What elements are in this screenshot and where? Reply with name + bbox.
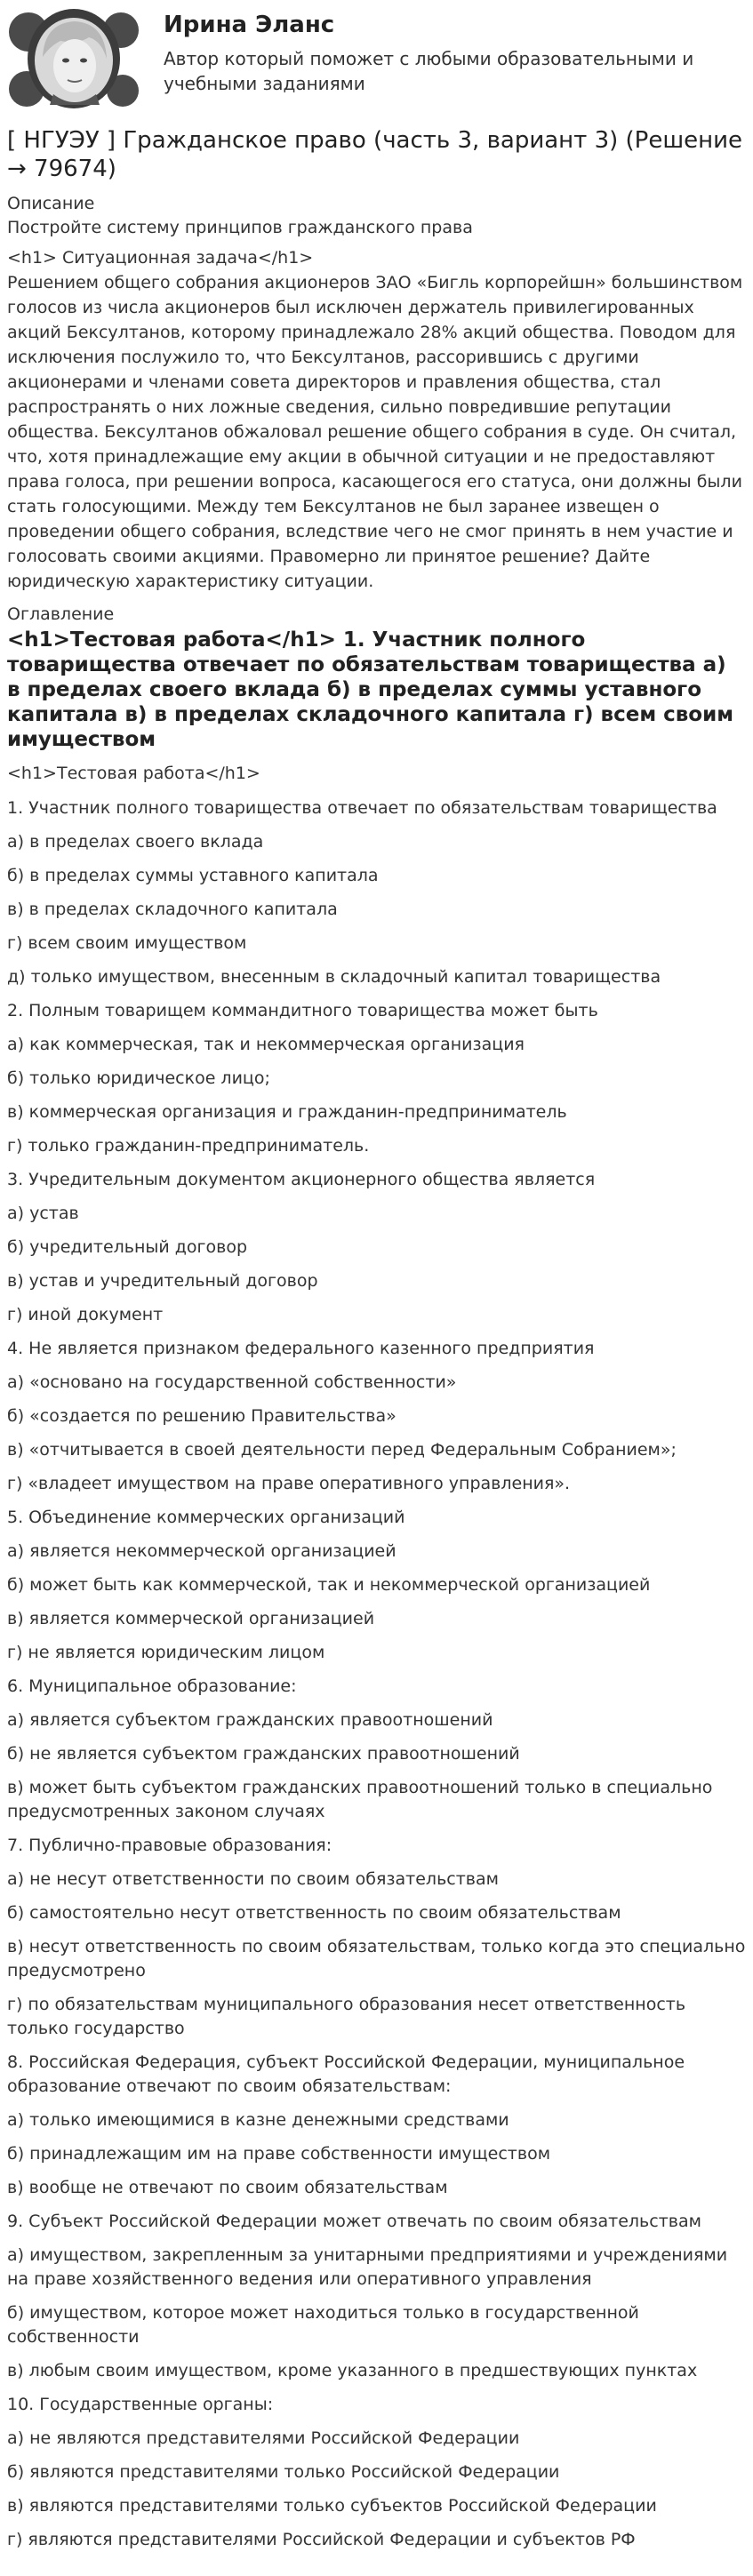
toc-subheading: <h1>Тестовая работа</h1> — [7, 764, 260, 783]
question-item: 10. Государственные органы: — [7, 2395, 274, 2414]
answer-option: г) только гражданин-предприниматель. — [7, 1136, 370, 1156]
question-item: 8. Российская Федерация, субъект Российской Федерации, муниципальное образование отвечают по своим обязательствам: — [7, 2052, 685, 2096]
task-heading-line: <h1> Ситуационная задача</h1> — [7, 248, 314, 268]
page-title: [ НГУЭУ ] Гражданское право (часть 3, вариант 3) (Решение → 79674) — [7, 127, 743, 182]
subtitle: Постройте систему принципов гражданского права — [7, 218, 473, 237]
question-item: 4. Не является признаком федерального казенного предприятия — [7, 1339, 595, 1358]
answer-option: б) не является субъектом гражданских правоотношений — [7, 1744, 520, 1764]
task-text: Решением общего собрания акционеров ЗАО «Бигль корпорейшн» большинством голосов из числа акционеров был исключен держатель привилегированных акций Бексултанов, которому принадлежало 28% акций общества. Поводом для исключения послужило то, что Бексултанов, рассорившись с другими акционерами и членами совета директоров и правления общества, стал распространять о них ложные сведения, сильно повредившие репутации общества. Бексултанов обжаловал решение общего собрания в суде. Он считал, что, хотя принадлежащие ему акции в обычной ситуации и не предоставляют права голоса, при решении вопроса, касающегося его статуса, они должны были стать голосующими. Между тем Бексултанов не был заранее извещен о проведении общего собрания, вследствие чего не смог принять в нем участие и голосовать своими акциями. Правомерно ли принятое решение? Дайте юридическую характеристику ситуации. — [7, 273, 743, 591]
author-name[interactable]: Ирина Эланс — [164, 12, 335, 38]
answer-option: в) «отчитывается в своей деятельности перед Федеральным Собранием»; — [7, 1440, 677, 1460]
answer-option: б) учредительный договор — [7, 1237, 248, 1257]
answer-option: г) всем своим имуществом — [7, 933, 247, 953]
answer-option: а) не являются представителями Российской Федерации — [7, 2428, 520, 2448]
question-item: 3. Учредительным документом акционерного общества является — [7, 1170, 596, 1189]
question-item: 1. Участник полного товарищества отвечает по обязательствам товарищества — [7, 798, 717, 818]
question-item: 5. Объединение коммерческих организаций — [7, 1508, 405, 1527]
answer-option: г) иной документ — [7, 1305, 164, 1324]
answer-option: б) «создается по решению Правительства» — [7, 1406, 397, 1426]
answer-option: в) устав и учредительный договор — [7, 1271, 318, 1291]
answer-option: в) любым своим имуществом, кроме указанного в предшествующих пунктах — [7, 2361, 698, 2380]
answer-option: а) только имеющимися в казне денежными средствами — [7, 2110, 509, 2130]
answer-option: б) имуществом, которое может находиться только в государственной собственности — [7, 2303, 639, 2347]
avatar-image — [7, 5, 140, 112]
answer-option: б) только юридическое лицо; — [7, 1068, 270, 1088]
answer-option: в) вообще не отвечают по своим обязательствам — [7, 2178, 448, 2197]
answer-option: а) является некоммерческой организацией — [7, 1541, 397, 1561]
answer-option: в) может быть субъектом гражданских правоотношений только в специально предусмотренных законом случаях — [7, 1778, 713, 1821]
question-item: 9. Субъект Российской Федерации может отвечать по своим обязательствам — [7, 2212, 701, 2231]
answer-option: в) является коммерческой организацией — [7, 1609, 375, 1628]
task-block — [7, 245, 746, 594]
answer-option: б) может быть как коммерческой, так и некоммерческой организацией — [7, 1575, 651, 1595]
answer-option: а) не несут ответственности по своим обязательствам — [7, 1869, 499, 1889]
author-info — [164, 5, 715, 96]
answer-option: б) в пределах суммы уставного капитала — [7, 866, 379, 885]
answer-option: а) имуществом, закрепленным за унитарными предприятиями и учреждениями на праве хозяйственного ведения или оперативного управления — [7, 2245, 728, 2289]
question-item: 6. Муниципальное образование: — [7, 1676, 297, 1696]
answer-option: а) в пределах своего вклада — [7, 832, 264, 852]
author-avatar[interactable] — [7, 5, 140, 112]
answer-option: б) являются представителями только Российской Федерации — [7, 2462, 560, 2482]
question-item: 7. Публично-правовые образования: — [7, 1836, 332, 1855]
question-item: 2. Полным товарищем коммандитного товарищества может быть — [7, 1001, 598, 1020]
toc-heading: <h1>Тестовая работа</h1> 1. Участник полного товарищества отвечает по обязательствам товарищества а) в пределах своего вклада б) в пределах суммы уставного капитала в) в пределах складочного капитала г) всем своим имуществом — [7, 628, 734, 751]
answer-option: в) в пределах складочного капитала — [7, 900, 338, 919]
question-list — [7, 796, 746, 2552]
answer-option: а) устав — [7, 1204, 79, 1223]
author-block — [7, 0, 746, 116]
answer-option: б) самостоятельно несут ответственность по своим обязательствам — [7, 1903, 621, 1923]
answer-option: а) как коммерческая, так и некоммерческая организация — [7, 1035, 525, 1054]
answer-option: в) коммерческая организация и гражданин-предприниматель — [7, 1102, 567, 1122]
description-label: Описание — [7, 194, 95, 213]
answer-option: в) являются представителями только субъектов Российской Федерации — [7, 2496, 657, 2516]
answer-option: г) по обязательствам муниципального образования несет ответственность только государство — [7, 1995, 686, 2038]
toc-label: Оглавление — [7, 604, 115, 624]
answer-option: б) принадлежащим им на праве собственности имуществом — [7, 2144, 551, 2164]
answer-option: а) является субъектом гражданских правоотношений — [7, 1710, 493, 1730]
answer-option: г) не является юридическим лицом — [7, 1643, 325, 1662]
answer-option: д) только имуществом, внесенным в складочный капитал товарищества — [7, 967, 661, 987]
answer-option: а) «основано на государственной собственности» — [7, 1372, 457, 1392]
answer-option: в) несут ответственность по своим обязательствам, только когда это специально предусмотрено — [7, 1937, 746, 1980]
author-description: Автор который поможет с любыми образовательными и учебными заданиями — [164, 48, 694, 94]
answer-option: г) являются представителями Российской Федерации и субъектов РФ — [7, 2530, 636, 2549]
answer-option: г) «владеет имуществом на праве оперативного управления». — [7, 1474, 571, 1493]
